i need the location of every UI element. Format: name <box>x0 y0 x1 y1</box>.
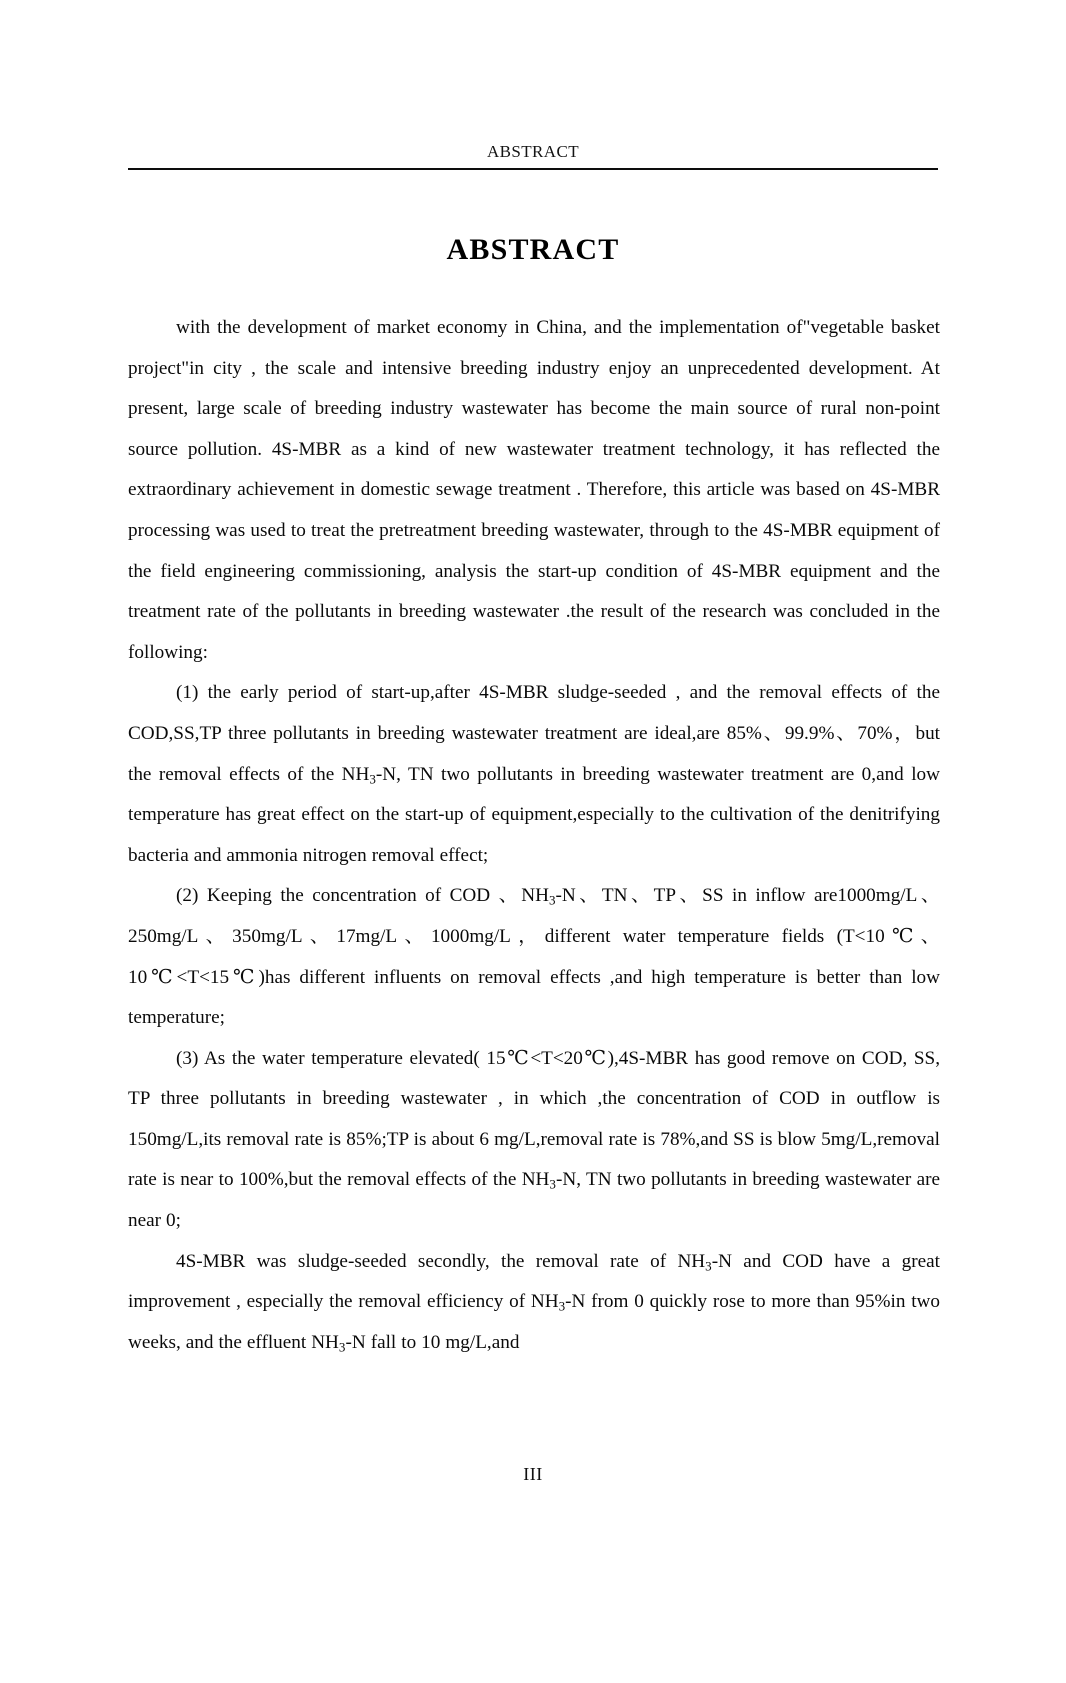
page-footer <box>0 1464 1066 1485</box>
page-number: III <box>523 1464 543 1484</box>
header-divider-rule <box>128 168 938 170</box>
running-header-title: ABSTRACT <box>487 142 579 161</box>
abstract-body <box>128 308 940 1363</box>
running-header <box>128 143 938 170</box>
paragraph-intro: with the development of market economy in China, and the implementation of"vegetable basket project"in city , the scale and intensive breeding industry enjoy an unprecedented development. At present, large scale of breeding industry wastewater has become the main source of rural non-point source pollution. 4S-MBR as a kind of new wastewater treatment technology, it has reflected the extraordinary achievement in domestic sewage treatment . Therefore, this article was based on 4S-MBR processing was used to treat the pretreatment breeding wastewater, through to the 4S-MBR equipment of the field engineering commissioning, analysis the start-up condition of 4S-MBR equipment and the treatment rate of the pollutants in breeding wastewater .the result of the research was concluded in the following: <box>128 317 940 663</box>
paragraph-finding-2: (2) Keeping the concentration of COD 、$NH_3-N$、TN、TP、SS in inflow are1000mg/L、250mg/L、350mg/L、17mg/L、1000mg/L，different water temperature fields (T<10℃、10℃<T<15℃)has different influents on removal effects ,and high temperature is better than low temperature; <box>128 885 941 1029</box>
page-title: ABSTRACT <box>446 233 620 266</box>
paragraph-conclusion: 4S-MBR was sludge-seeded secondly, the removal rate of $NH_3-N$ and COD have a great improvement , especially the removal efficiency of $NH_3-N$ from 0 quickly rose to more than 95%in two weeks, and the effluent $NH_3-N$ fall to 10 mg/L,and <box>128 1250 941 1355</box>
paragraph-finding-1: (1) the early period of start-up,after 4S-MBR sludge-seeded , and the removal effects of the COD,SS,TP three pollutants in breeding wastewater treatment are ideal,are 85%、99.9%、70%，but the removal effects of the $NH_3-N$, TN two pollutants in breeding wastewater treatment are 0,and low temperature has great effect on the start-up of equipment,especially to the cultivation of the denitrifying bacteria and ammonia nitrogen removal effect; <box>128 682 940 866</box>
paragraph-finding-3: (3) As the water temperature elevated( 15℃<T<20℃),4S-MBR has good remove on COD, SS, TP three pollutants in breeding wastewater , in which ,the concentration of COD in outflow is 150mg/L,its removal rate is 85%;TP is about 6 mg/L,removal rate is 78%,and SS is blow 5mg/L,removal rate is near to 100%,but the removal effects of the $NH_3-N$, TN two pollutants in breeding wastewater are near 0; <box>128 1047 940 1232</box>
